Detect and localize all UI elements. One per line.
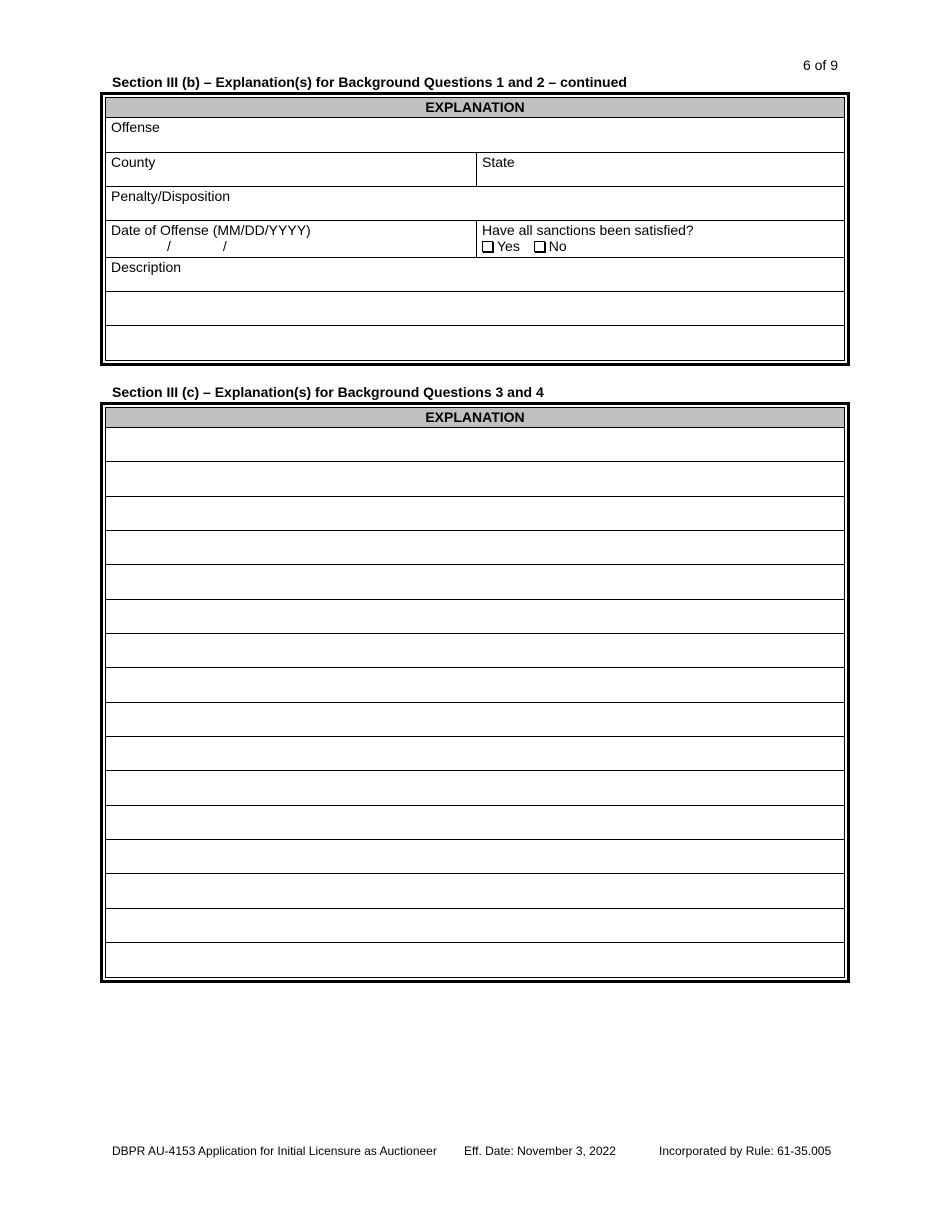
penalty-label: Penalty/Disposition	[111, 188, 231, 204]
section-c-header: EXPLANATION	[106, 408, 844, 428]
footer-eff-date: Eff. Date: November 3, 2022	[464, 1144, 616, 1158]
explanation-line[interactable]	[106, 737, 844, 771]
date-label: Date of Offense (MM/DD/YYYY)	[111, 222, 311, 238]
explanation-line[interactable]	[106, 909, 844, 943]
section-b-table	[100, 92, 850, 366]
explanation-line[interactable]	[106, 703, 844, 737]
county-field[interactable]	[106, 153, 477, 186]
explanation-line[interactable]	[106, 634, 844, 668]
explanation-line[interactable]	[106, 874, 844, 909]
sanctions-field	[477, 221, 844, 257]
section-c-table	[100, 402, 850, 983]
explanation-line[interactable]	[106, 771, 844, 806]
description-label: Description	[111, 259, 182, 275]
explanation-line[interactable]	[106, 806, 844, 840]
explanation-line[interactable]	[106, 531, 844, 565]
footer-rule: Incorporated by Rule: 61-35.005	[659, 1144, 832, 1158]
footer-form-id: DBPR AU-4153 Application for Initial Licensure as Auctioneer	[112, 1144, 437, 1158]
date-sanctions-row	[106, 221, 844, 258]
date-separator-2: /	[222, 238, 227, 254]
explanation-line[interactable]	[106, 565, 844, 600]
section-b-header: EXPLANATION	[106, 98, 844, 118]
explanation-line[interactable]	[106, 840, 844, 874]
no-checkbox[interactable]	[534, 241, 545, 252]
offense-label: Offense	[111, 119, 160, 135]
description-line[interactable]	[106, 326, 844, 360]
description-field[interactable]	[106, 258, 844, 292]
explanation-line[interactable]	[106, 462, 844, 497]
explanation-line[interactable]	[106, 943, 844, 977]
explanation-line[interactable]	[106, 428, 844, 462]
explanation-line[interactable]	[106, 668, 844, 703]
sanctions-no-option[interactable]	[534, 238, 567, 254]
sanctions-label: Have all sanctions been satisfied?	[482, 222, 694, 238]
section-b-title: Section III (b) – Explanation(s) for Background Questions 1 and 2 – continued	[112, 74, 627, 90]
date-of-offense-field[interactable]	[106, 221, 477, 257]
state-label: State	[482, 154, 515, 170]
date-separator-1: /	[167, 238, 171, 254]
no-label: No	[548, 238, 567, 254]
section-c-title: Section III (c) – Explanation(s) for Background Questions 3 and 4	[112, 384, 544, 400]
state-field[interactable]	[477, 153, 844, 186]
description-line[interactable]	[106, 292, 844, 326]
county-state-row	[106, 153, 844, 187]
explanation-line[interactable]	[106, 497, 844, 531]
yes-checkbox[interactable]	[482, 241, 493, 252]
sanctions-yes-option[interactable]	[482, 238, 520, 254]
date-separators	[111, 238, 471, 254]
yes-label: Yes	[497, 238, 520, 254]
explanation-line[interactable]	[106, 600, 844, 634]
sanctions-options	[482, 238, 839, 254]
offense-field[interactable]	[106, 118, 844, 153]
county-label: County	[111, 154, 156, 170]
page-number: 6 of 9	[802, 57, 838, 73]
penalty-field[interactable]	[106, 187, 844, 221]
